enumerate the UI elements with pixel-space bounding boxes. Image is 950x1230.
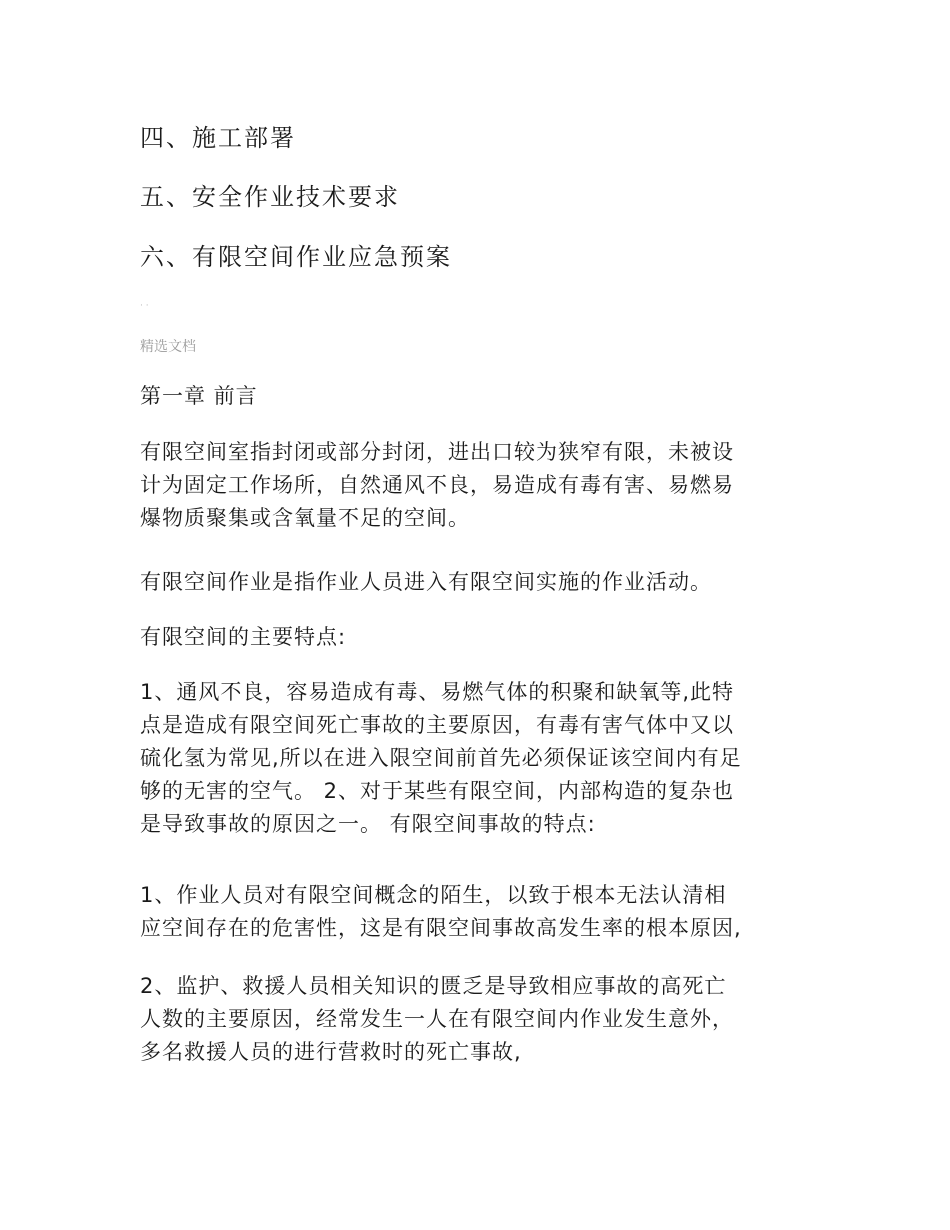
paragraph-features-heading: [140, 621, 820, 654]
paragraph-line: 有限空间室指封闭或部分封闭，进出口较为狭窄有限，未被设: [140, 440, 734, 464]
paragraph-line: 1、作业人员对有限空间概念的陌生，以致于根本无法认清相: [140, 883, 727, 907]
paragraph-line: 2、监护、救援人员相关知识的匮乏是导致相应事故的高死亡: [140, 974, 727, 998]
paragraph-line: 1、通风不良，容易造成有毒、易燃气体的积聚和缺氧等,此特: [140, 680, 735, 704]
paragraph-features-list: [140, 676, 820, 841]
paragraph-line: 够的无害的空气。 2、对于某些有限空间，内部构造的复杂也: [140, 779, 735, 803]
chapter-title: 第一章 前言: [140, 384, 258, 408]
paragraph-line: 是导致事故的原因之一。 有限空间事故的特点:: [140, 812, 596, 836]
watermark-text: 精选文档: [140, 339, 196, 355]
paragraph-line: 计为固定工作场所，自然通风不良，易造成有毒有害、易燃易: [140, 473, 734, 497]
paragraph-line: 点是造成有限空间死亡事故的主要原因，有毒有害气体中又以: [140, 713, 734, 737]
paragraph-line: 有限空间作业是指作业人员进入有限空间实施的作业活动。: [140, 570, 712, 594]
paragraph-line: 有限空间的主要特点:: [140, 625, 347, 649]
paragraph-line: 爆物质聚集或含氧量不足的空间。: [140, 506, 470, 530]
paragraph-line: 人数的主要原因，经常发生一人在有限空间内作业发生意外，: [140, 1007, 734, 1031]
toc-item-safety-requirements: 五、安全作业技术要求: [140, 183, 400, 211]
paragraph-accident-feature-2: [140, 970, 820, 1069]
paragraph-accident-feature-1: [140, 879, 820, 945]
paragraph-line: 应空间存在的危害性，这是有限空间事故高发生率的根本原因,: [140, 916, 742, 940]
paragraph-line: 硫化氢为常见,所以在进入限空间前首先必须保证该空间内有足: [140, 746, 742, 770]
toc-item-emergency-plan: 六、有限空间作业应急预案: [140, 243, 452, 271]
paragraph-definition: [140, 436, 820, 535]
paragraph-line: 多名救援人员的进行营救时的死亡事故,: [140, 1040, 522, 1064]
page-break-mark: · ·: [140, 301, 149, 311]
toc-item-construction-deployment: 四、施工部署: [140, 124, 296, 152]
paragraph-operation-definition: [140, 566, 820, 599]
